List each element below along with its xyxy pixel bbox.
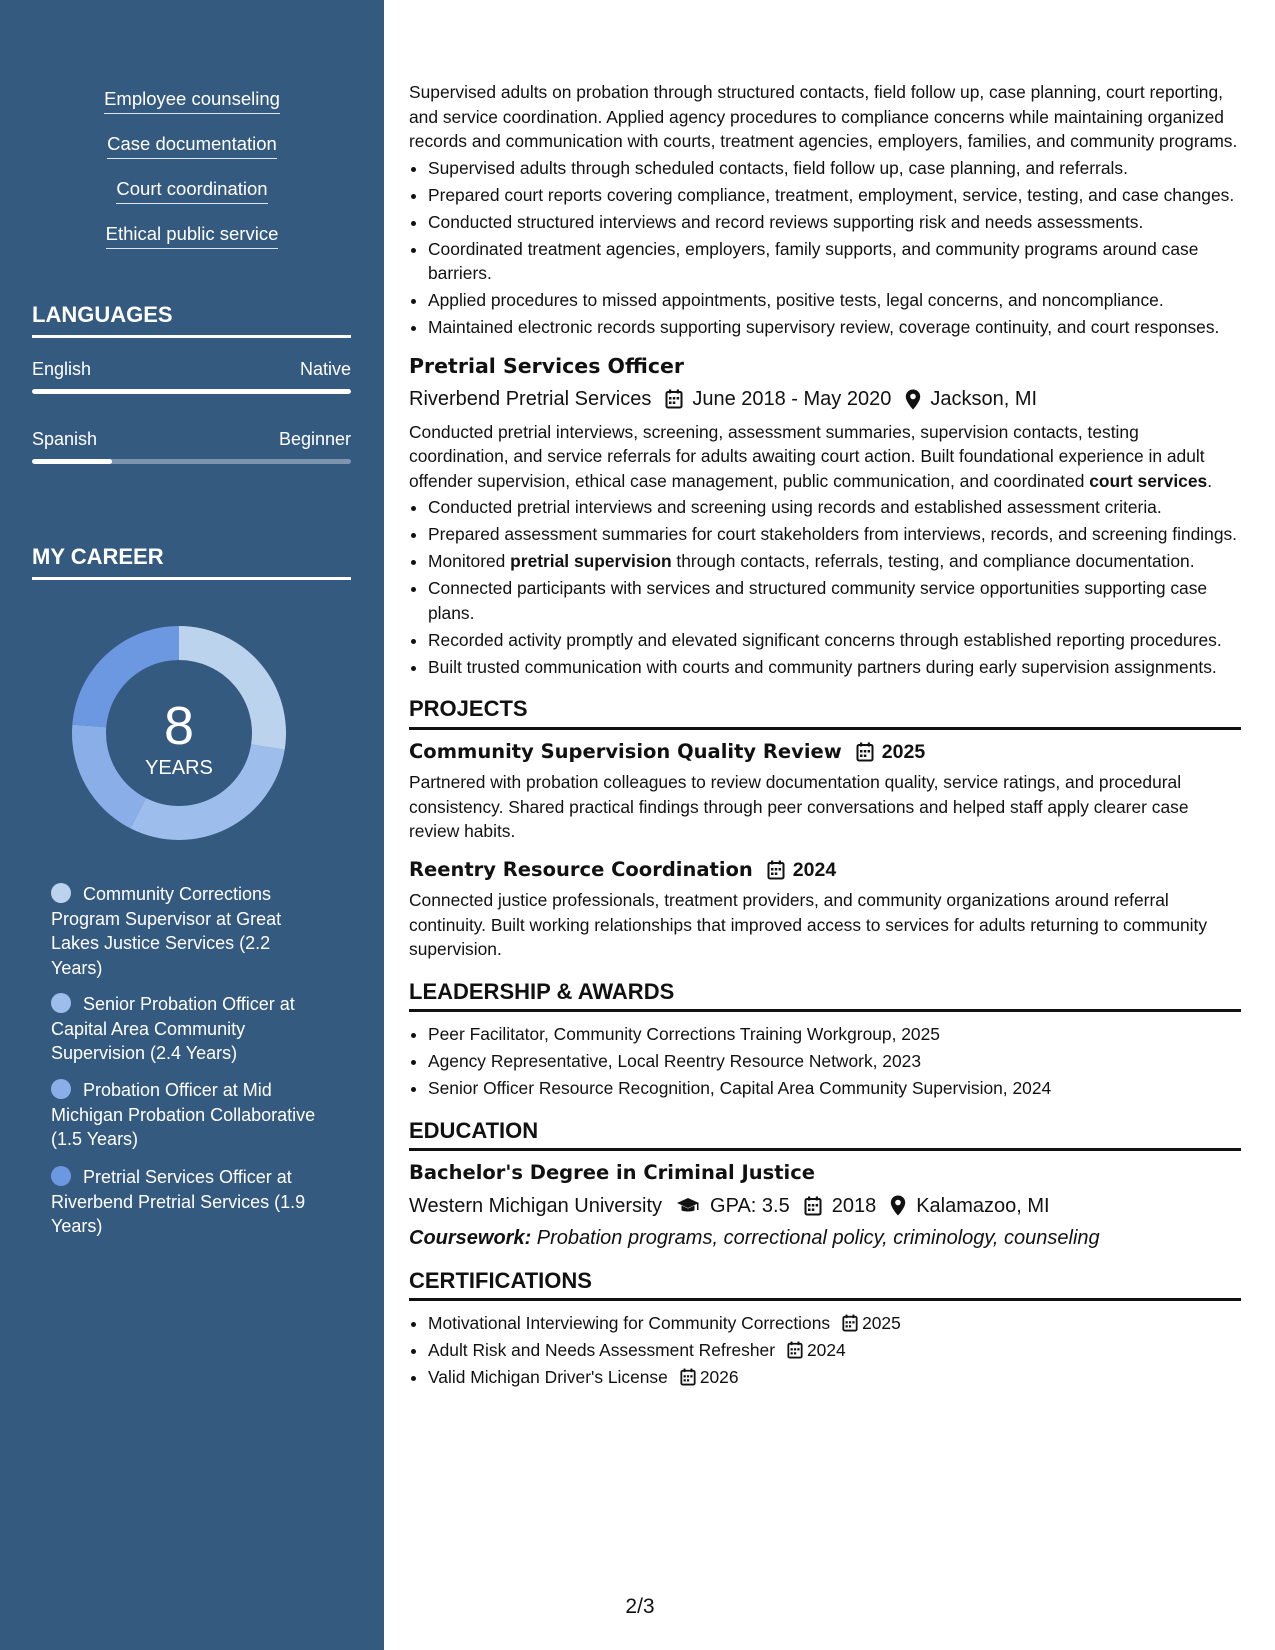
career-donut-chart xyxy=(62,616,296,850)
leadership-list xyxy=(409,1022,1241,1101)
calendar-icon xyxy=(856,742,874,762)
certification-item: • Adult Risk and Needs Assessment Refresher 2024 xyxy=(428,1338,1241,1363)
coursework: Coursework: Probation programs, correctional policy, criminology, counseling xyxy=(409,1227,1100,1249)
bullet-item: • Prepared assessment summaries for court stakeholders from interviews, records, and screening findings. xyxy=(428,522,1241,547)
language-name: Spanish xyxy=(32,429,98,449)
career-legend-item: Pretrial Services Officer at Riverbend Pretrial Services (1.9 Years) xyxy=(51,1167,306,1236)
language-level: Native xyxy=(299,359,351,379)
certification-item: • Valid Michigan Driver's License 2026 xyxy=(428,1365,1241,1390)
language-bar xyxy=(32,389,351,394)
bullet-item: • Applied procedures to missed appointments, positive tests, legal concerns, and noncompliance. xyxy=(428,288,1241,313)
bullet-item: • Supervised adults through scheduled contacts, field follow up, case planning, and referrals. xyxy=(428,156,1241,181)
language-bar-fill xyxy=(32,459,112,464)
job-location: Jackson, MI xyxy=(930,388,1038,410)
bullet-item: • Agency Representative, Local Reentry Resource Network, 2023 xyxy=(428,1049,1241,1074)
graduation-year: 2018 xyxy=(831,1194,877,1217)
bullet-item: • Built trusted communication with courts and community partners during early supervision assignments. xyxy=(428,655,1241,680)
legend-dot xyxy=(51,993,71,1013)
certifications-list xyxy=(409,1311,1241,1390)
project-title: Reentry Resource Coordination 2024 xyxy=(409,857,837,881)
degree-title: Bachelor's Degree in Criminal Justice xyxy=(409,1161,815,1184)
career-legend-item: Senior Probation Officer at Capital Area Community Supervision (2.4 Years) xyxy=(51,994,295,1063)
bullet-item: • Maintained electronic records supporting supervisory review, coverage continuity, and court responses. xyxy=(428,315,1241,340)
location-pin-icon xyxy=(905,389,921,410)
leadership-heading: LEADERSHIP & AWARDS xyxy=(409,980,1241,1013)
project-title: Community Supervision Quality Review 2025 xyxy=(409,739,926,763)
bullet-item: • Prepared court reports covering compliance, treatment, employment, service, testing, and case changes. xyxy=(428,183,1241,208)
donut-segment xyxy=(179,626,286,750)
career-legend-item: Probation Officer at Mid Michigan Probation Collaborative (1.5 Years) xyxy=(51,1080,316,1149)
bullet-item: • Peer Facilitator, Community Corrections Training Workgroup, 2025 xyxy=(428,1022,1241,1047)
certifications-heading: CERTIFICATIONS xyxy=(409,1269,1241,1302)
calendar-icon xyxy=(842,1314,858,1332)
graduation-cap-icon xyxy=(676,1197,700,1215)
main-content xyxy=(409,80,1241,1392)
project-description: Partnered with probation colleagues to review documentation quality, service ratings, and procedural consistency. Shared practical findings through peer conversations and helped staff apply clearer case review habits. xyxy=(409,772,1189,841)
job-summary: Conducted pretrial interviews, screening, assessment summaries, supervision contacts, testing coordination, and service referrals for adults awaiting court action. Built foundational experience in adult offender supervision, ethical case management, public communication, and coordinated court services. xyxy=(409,421,1213,491)
bullet-item: • Senior Officer Resource Recognition, Capital Area Community Supervision, 2024 xyxy=(428,1076,1241,1101)
skill-item: Employee counseling xyxy=(0,88,384,114)
language-row xyxy=(32,359,351,380)
education-heading: EDUCATION xyxy=(409,1119,1241,1152)
language-name: English xyxy=(32,359,92,379)
bullet-item: • Conducted structured interviews and record reviews supporting risk and needs assessments. xyxy=(428,210,1241,235)
legend-dot xyxy=(51,1079,71,1099)
career-total: 8 xyxy=(163,696,195,756)
skill-item: Ethical public service xyxy=(0,223,384,249)
career-legend-item: Community Corrections Program Supervisor at Great Lakes Justice Services (2.2 Years) xyxy=(51,884,282,978)
calendar-icon xyxy=(767,860,785,880)
calendar-icon xyxy=(787,1341,803,1359)
sidebar xyxy=(0,0,384,1650)
job-bullets xyxy=(409,495,1241,679)
job-title: Pretrial Services Officer xyxy=(409,353,684,378)
language-row xyxy=(32,429,351,450)
certification-item: • Motivational Interviewing for Community Corrections 2025 xyxy=(428,1311,1241,1336)
project-year: 2025 xyxy=(881,740,926,763)
skill-item: Case documentation xyxy=(0,133,384,159)
calendar-icon xyxy=(665,389,683,409)
job-dates: June 2018 - May 2020 xyxy=(692,388,892,410)
gpa: GPA: 3.5 xyxy=(710,1194,790,1217)
school-location: Kalamazoo, MI xyxy=(916,1194,1050,1217)
job-bullets xyxy=(409,156,1241,340)
location-pin-icon xyxy=(890,1195,906,1216)
donut-segment xyxy=(72,725,146,829)
project-description: Connected justice professionals, treatment providers, and community organizations around referral continuity. Built working relationships that improved access to services for adults returning to community supervision. xyxy=(409,890,1208,959)
legend-dot xyxy=(51,883,71,903)
language-bar-fill xyxy=(32,389,351,394)
project-year: 2024 xyxy=(792,858,837,881)
skill-item: Court coordination xyxy=(0,178,384,204)
school-name: Western Michigan University xyxy=(409,1194,663,1217)
legend-dot xyxy=(51,1166,71,1186)
language-bar xyxy=(32,459,351,464)
language-level: Beginner xyxy=(278,429,351,449)
bullet-item: • Connected participants with services and structured community service opportunities supporting case plans. xyxy=(428,576,1241,625)
bullet-item: • Monitored pretrial supervision through contacts, referrals, testing, and compliance documentation. xyxy=(428,549,1241,574)
job-summary: Supervised adults on probation through structured contacts, field follow up, case planning, court reporting, and service coordination. Applied agency procedures to compliance concerns while maintaining organized records and communication with courts, treatment agencies, employers, families, and community programs. xyxy=(409,82,1238,151)
company-name: Riverbend Pretrial Services xyxy=(409,388,652,410)
calendar-icon xyxy=(804,1196,822,1216)
languages-heading: LANGUAGES xyxy=(32,302,351,338)
bullet-item: • Conducted pretrial interviews and screening using records and established assessment criteria. xyxy=(428,495,1241,520)
calendar-icon xyxy=(680,1368,696,1386)
education-meta xyxy=(409,1194,1241,1219)
bullet-item: • Coordinated treatment agencies, employers, family supports, and community programs around case barriers. xyxy=(428,237,1241,286)
projects-heading: PROJECTS xyxy=(409,697,1241,730)
bullet-item: • Recorded activity promptly and elevated significant concerns through established reporting procedures. xyxy=(428,628,1241,653)
page-number: 2/3 xyxy=(625,1595,655,1618)
career-unit: YEARS xyxy=(145,757,213,779)
career-heading: MY CAREER xyxy=(32,544,351,580)
job-meta xyxy=(409,387,1241,412)
